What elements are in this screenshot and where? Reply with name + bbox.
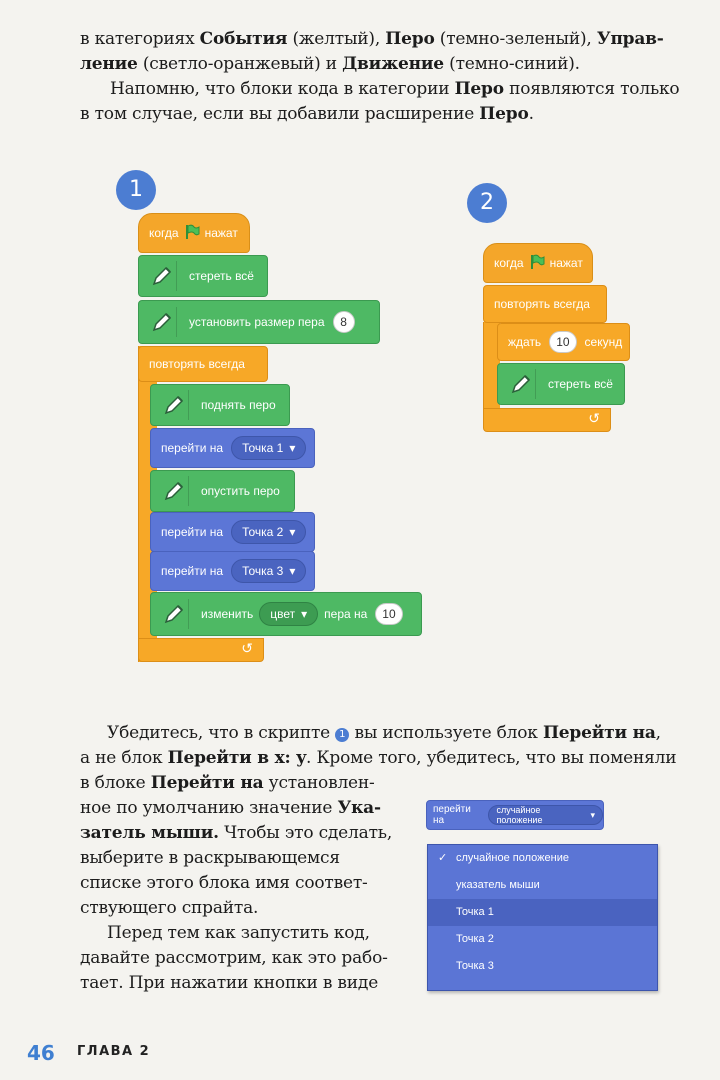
menu-item-point-2[interactable]: Точка 2 <box>456 933 494 945</box>
intro-paragraph <box>80 27 679 127</box>
menu-item-mouse-pointer[interactable]: указатель мыши <box>456 879 540 891</box>
erase-all-block-2[interactable]: стереть всё <box>497 363 625 405</box>
chevron-down-icon: ▾ <box>289 441 296 455</box>
goto-target-dropdown[interactable]: Точка 3 ▾ <box>231 559 306 583</box>
green-flag-icon <box>529 254 545 273</box>
change-pen-block[interactable]: изменить цвет ▾ пера на 10 <box>150 592 422 636</box>
pen-icon <box>147 261 177 291</box>
loop-arrow-icon: ↺ <box>241 641 253 657</box>
dropdown-menu <box>427 844 658 991</box>
explanation-line-6: выберите в раскрывающемся <box>80 848 340 868</box>
pen-change-value-input[interactable]: 10 <box>375 603 402 625</box>
menu-item-random-position[interactable]: ✓ случайное положение <box>428 845 657 872</box>
pen-icon <box>159 390 189 420</box>
explanation-line-1: Убедитесь, что в скрипте 1 вы используете блок Перейти на, <box>107 723 661 743</box>
pen-icon <box>147 307 177 337</box>
wait-seconds-input[interactable]: 10 <box>549 331 576 353</box>
checkmark-icon: ✓ <box>438 852 448 864</box>
green-flag-icon <box>184 224 200 243</box>
explanation-line-11: тает. При нажатии кнопки в виде <box>80 973 379 993</box>
forever-loop-footer <box>138 638 264 662</box>
pen-param-dropdown[interactable]: цвет ▾ <box>259 602 318 626</box>
pen-icon <box>506 369 536 399</box>
explanation-line-3: в блоке Перейти на установлен- <box>80 773 375 793</box>
page-number: 46 <box>27 1041 55 1065</box>
explanation-line-10: давайте рассмотрим, как это рабо- <box>80 948 388 968</box>
when-flag-clicked-block[interactable]: когда нажат <box>138 213 250 253</box>
chevron-down-icon: ▾ <box>301 607 308 621</box>
menu-item-point-3[interactable]: Точка 3 <box>456 960 494 972</box>
loop-arrow-icon: ↺ <box>588 411 600 427</box>
set-pen-size-block[interactable]: установить размер пера 8 <box>138 300 380 344</box>
pen-size-input[interactable]: 8 <box>333 311 355 333</box>
pen-icon <box>159 599 189 629</box>
explanation-line-7: списке этого блока имя соответ- <box>80 873 368 893</box>
inline-badge-1: 1 <box>335 728 349 742</box>
goto-target-dropdown[interactable]: Точка 1 ▾ <box>231 436 306 460</box>
explanation-line-4: ное по умолчанию значение Ука- <box>80 798 381 818</box>
pen-up-block[interactable]: поднять перо <box>150 384 290 426</box>
menu-item-point-1[interactable]: Точка 1 <box>428 899 657 926</box>
pen-down-block[interactable]: опустить перо <box>150 470 295 512</box>
goto-target-dropdown[interactable]: Точка 2 ▾ <box>231 520 306 544</box>
show-through-text <box>330 560 334 576</box>
forever-loop-block-2[interactable]: повторять всегда <box>483 285 607 323</box>
explanation-line-5: затель мыши. Чтобы это сделать, <box>80 823 393 843</box>
intro-line-4: в том случае, если вы добавили расширение Перо. <box>80 104 534 124</box>
goto-point-2-block[interactable]: перейти на Точка 2 ▾ <box>150 512 315 552</box>
chevron-down-icon: ▾ <box>289 564 296 578</box>
script-2-badge: 2 <box>467 183 507 223</box>
script-1-badge: 1 <box>116 170 156 210</box>
goto-target-dropdown[interactable]: случайное положение ▾ <box>488 805 603 825</box>
intro-line-1: в категориях События (желтый), Перо (темно-зеленый), Управ- <box>80 29 664 49</box>
chapter-label: ГЛАВА 2 <box>77 1044 151 1059</box>
chevron-down-icon: ▾ <box>590 809 595 820</box>
goto-random-block[interactable]: перейти на случайное положение ▾ <box>426 800 604 830</box>
explanation-line-2: а не блок Перейти в x: y. Кроме того, убедитесь, что вы поменяли <box>80 748 677 768</box>
goto-point-3-block[interactable]: перейти на Точка 3 ▾ <box>150 551 315 591</box>
when-flag-clicked-block-2[interactable]: когда нажат <box>483 243 593 283</box>
forever-loop-block[interactable]: повторять всегда <box>138 346 268 382</box>
wait-seconds-block[interactable]: ждать 10 секунд <box>497 323 630 361</box>
forever-loop-2-footer <box>483 408 611 432</box>
explanation-line-9: Перед тем как запустить код, <box>107 923 370 943</box>
chevron-down-icon: ▾ <box>289 525 296 539</box>
pen-icon <box>159 476 189 506</box>
intro-line-3: Напомню, что блоки кода в категории Перо появляются только <box>110 79 680 99</box>
explanation-line-8: ствующего спрайта. <box>80 898 259 918</box>
goto-point-1-block[interactable]: перейти на Точка 1 ▾ <box>150 428 315 468</box>
erase-all-block[interactable]: стереть всё <box>138 255 268 297</box>
intro-line-2: ление (светло-оранжевый) и Движение (темно-синий). <box>80 54 580 74</box>
